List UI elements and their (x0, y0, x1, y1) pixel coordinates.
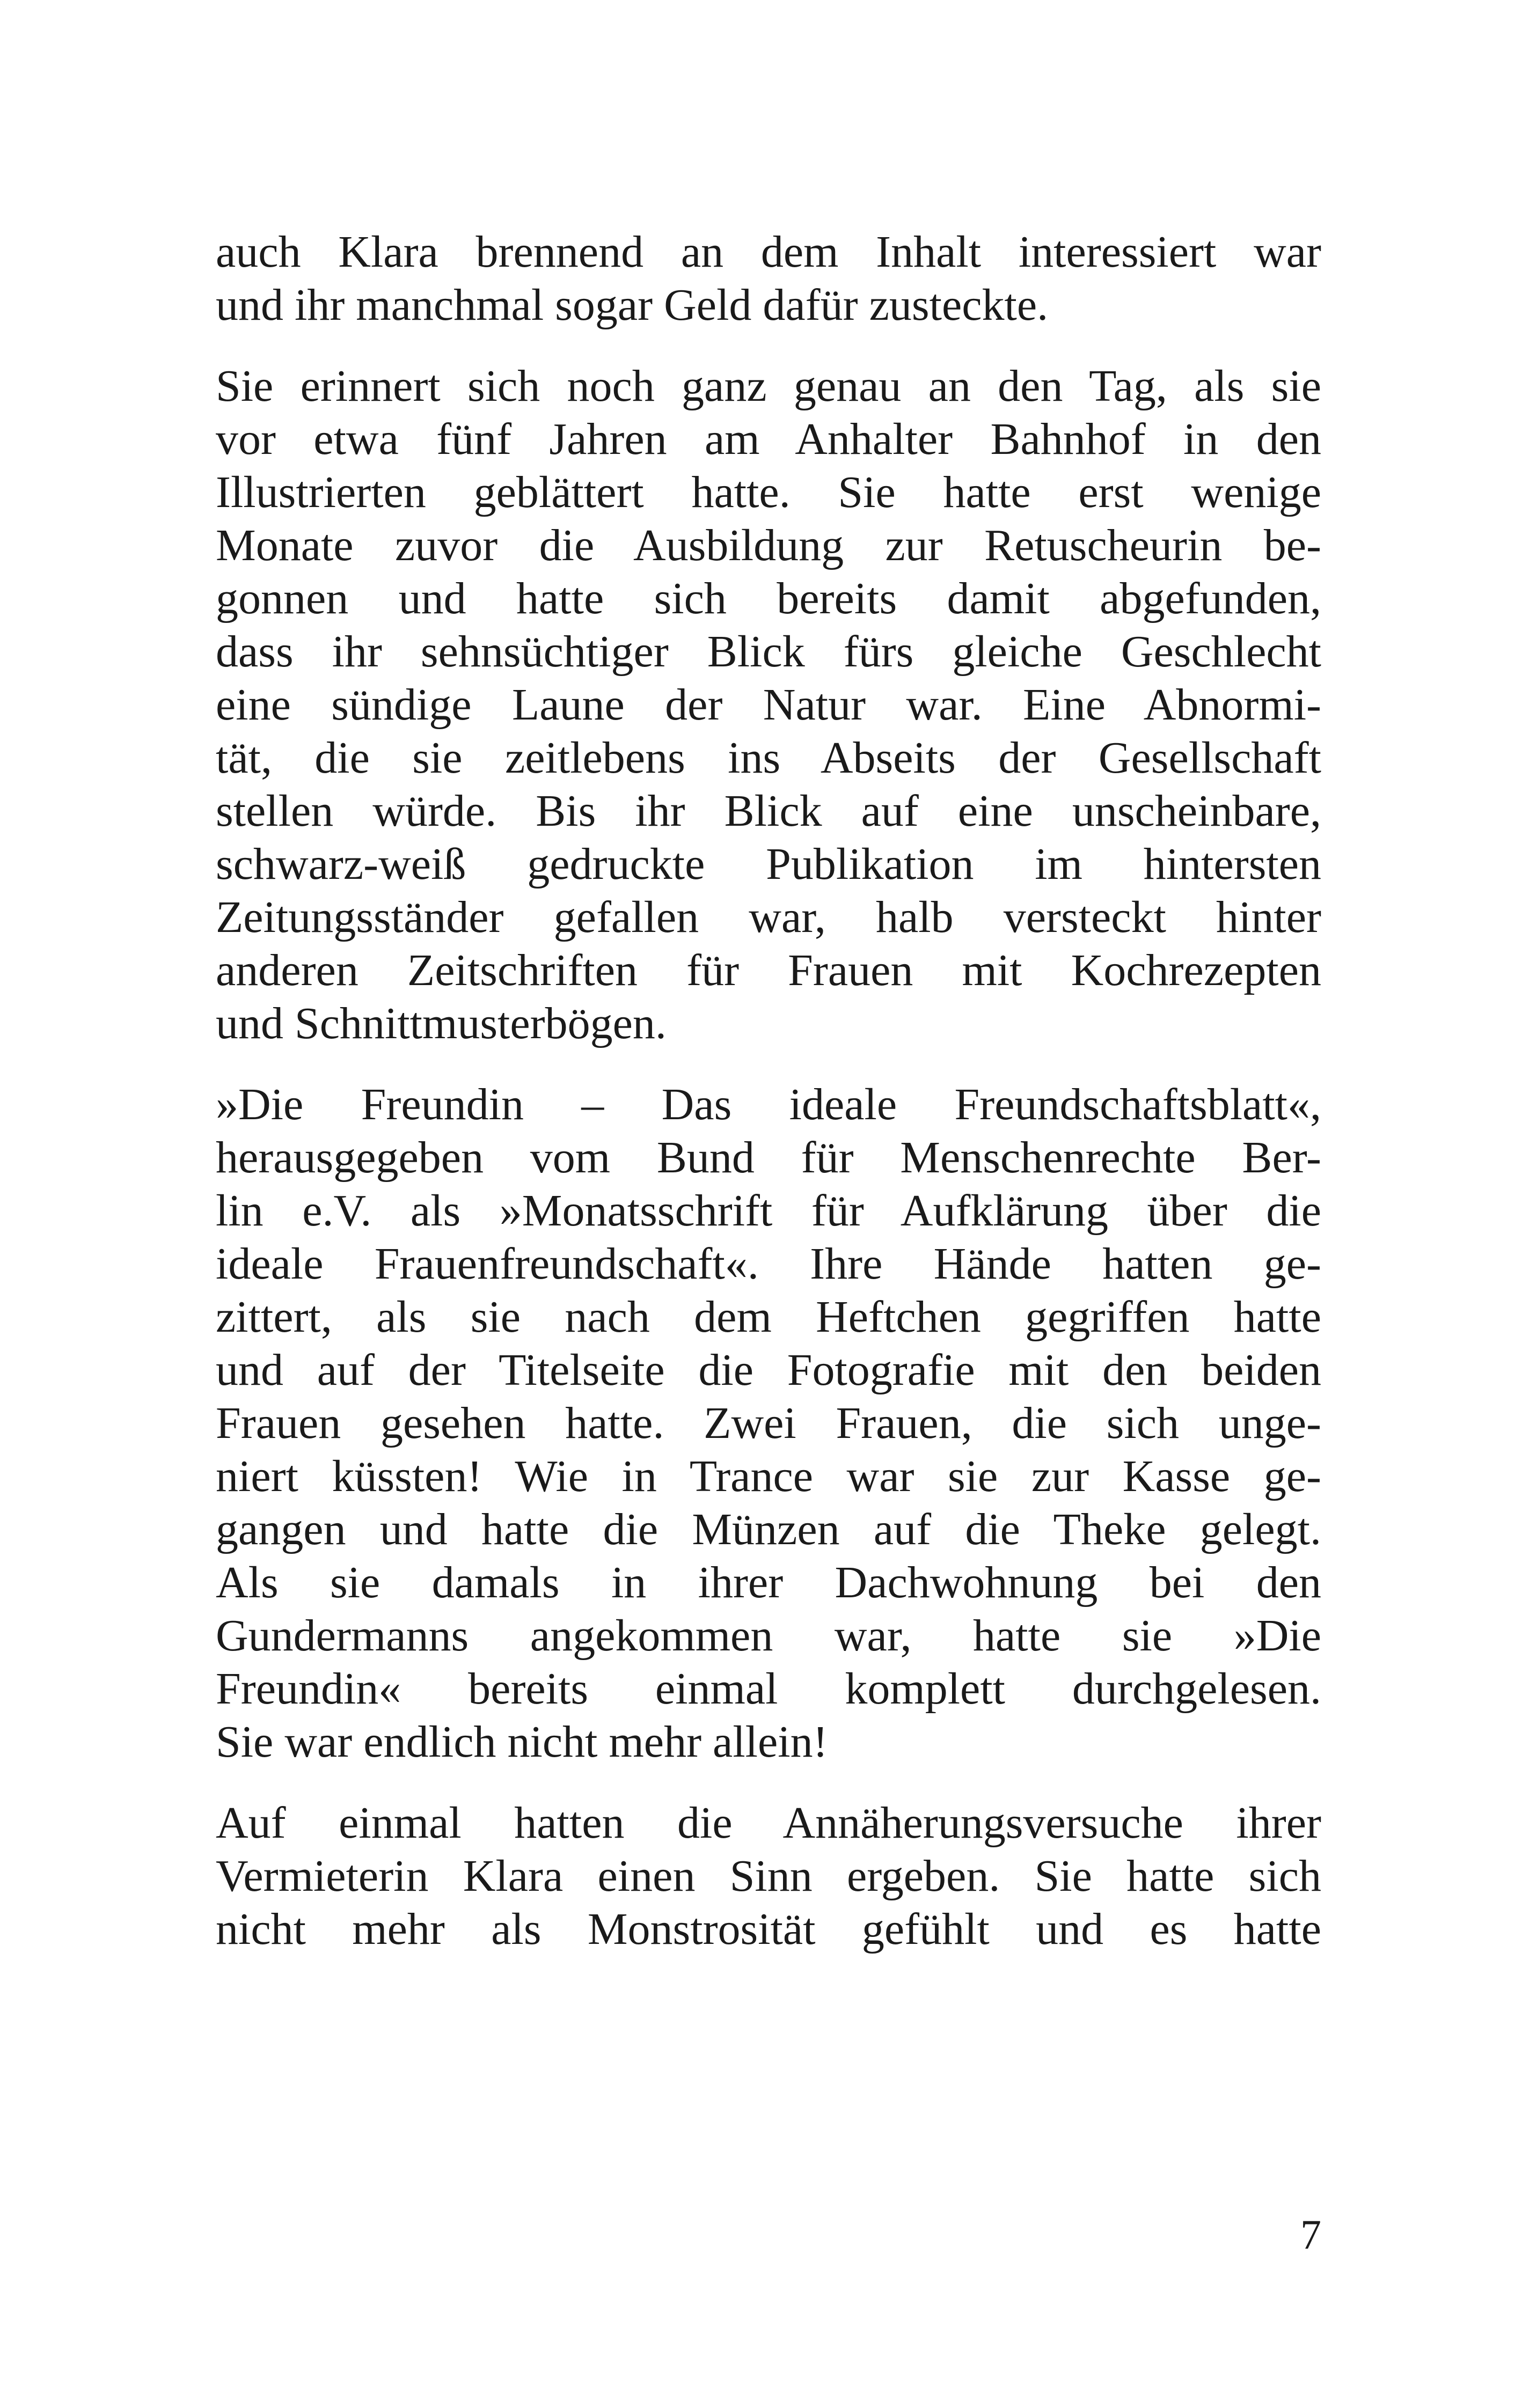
body-text (216, 225, 1321, 1956)
text-line: niert küssten! Wie in Trance war sie zur Kasse ge- (216, 1451, 1321, 1501)
text-line: Als sie damals in ihrer Dachwohnung bei den (216, 1558, 1321, 1607)
text-line: Vermieterin Klara einen Sinn ergeben. Sie hatte sich (216, 1851, 1321, 1901)
text-line: Monate zuvor die Ausbildung zur Retuscheurin be- (216, 520, 1321, 570)
text-line: eine sündige Laune der Natur war. Eine Abnormi- (216, 680, 1321, 730)
text-line: schwarz-weiß gedruckte Publikation im hintersten (216, 839, 1321, 889)
text-line: gangen und hatte die Münzen auf die Theke gelegt. (216, 1504, 1321, 1554)
paragraph (216, 1078, 1321, 1768)
text-line: Illustrierten geblättert hatte. Sie hatte erst wenige (216, 467, 1321, 517)
text-line: gonnen und hatte sich bereits damit abgefunden, (216, 574, 1321, 623)
text-line: »Die Freundin – Das ideale Freundschaftsblatt«, (216, 1080, 1321, 1129)
text-line: Gundermanns angekommen war, hatte sie »Die (216, 1611, 1321, 1661)
text-line: vor etwa fünf Jahren am Anhalter Bahnhof in den (216, 414, 1321, 464)
text-line: Frauen gesehen hatte. Zwei Frauen, die sich unge- (216, 1398, 1321, 1448)
text-line: Freundin« bereits einmal komplett durchgelesen. (216, 1664, 1321, 1714)
paragraph (216, 1796, 1321, 1956)
text-line: auch Klara brennend an dem Inhalt interessiert war (216, 227, 1321, 277)
text-line: ideale Frauenfreundschaft«. Ihre Hände hatten ge- (216, 1239, 1321, 1289)
text-line: herausgegeben vom Bund für Menschenrechte Ber- (216, 1133, 1321, 1183)
text-line: Sie erinnert sich noch ganz genau an den Tag, als sie (216, 361, 1321, 411)
text-line: Auf einmal hatten die Annäherungsversuche ihrer (216, 1798, 1321, 1848)
text-line: und auf der Titelseite die Fotografie mit den beiden (216, 1345, 1321, 1395)
text-line: Zeitungsständer gefallen war, halb versteckt hinter (216, 892, 1321, 942)
text-line: lin e.V. als »Monatsschrift für Aufklärung über die (216, 1186, 1321, 1236)
paragraph (216, 359, 1321, 1050)
text-line: und Schnittmusterbögen. (216, 999, 667, 1048)
paragraph-gap (216, 1050, 1321, 1078)
paragraph (216, 225, 1321, 332)
text-line: stellen würde. Bis ihr Blick auf eine unscheinbare, (216, 786, 1321, 836)
text-line: anderen Zeitschriften für Frauen mit Kochrezepten (216, 945, 1321, 995)
text-line: dass ihr sehnsüchtiger Blick fürs gleiche Geschlecht (216, 627, 1321, 677)
paragraph-gap (216, 1768, 1321, 1796)
text-line: zittert, als sie nach dem Heftchen gegriffen hatte (216, 1292, 1321, 1342)
page-number: 7 (1300, 2211, 1321, 2258)
text-line: nicht mehr als Monstrosität gefühlt und es hatte (216, 1904, 1321, 1954)
text-line: Sie war endlich nicht mehr allein! (216, 1717, 828, 1767)
text-line: und ihr manchmal sogar Geld dafür zusteckte. (216, 280, 1049, 330)
paragraph-gap (216, 332, 1321, 359)
text-line: tät, die sie zeitlebens ins Abseits der Gesellschaft (216, 733, 1321, 783)
